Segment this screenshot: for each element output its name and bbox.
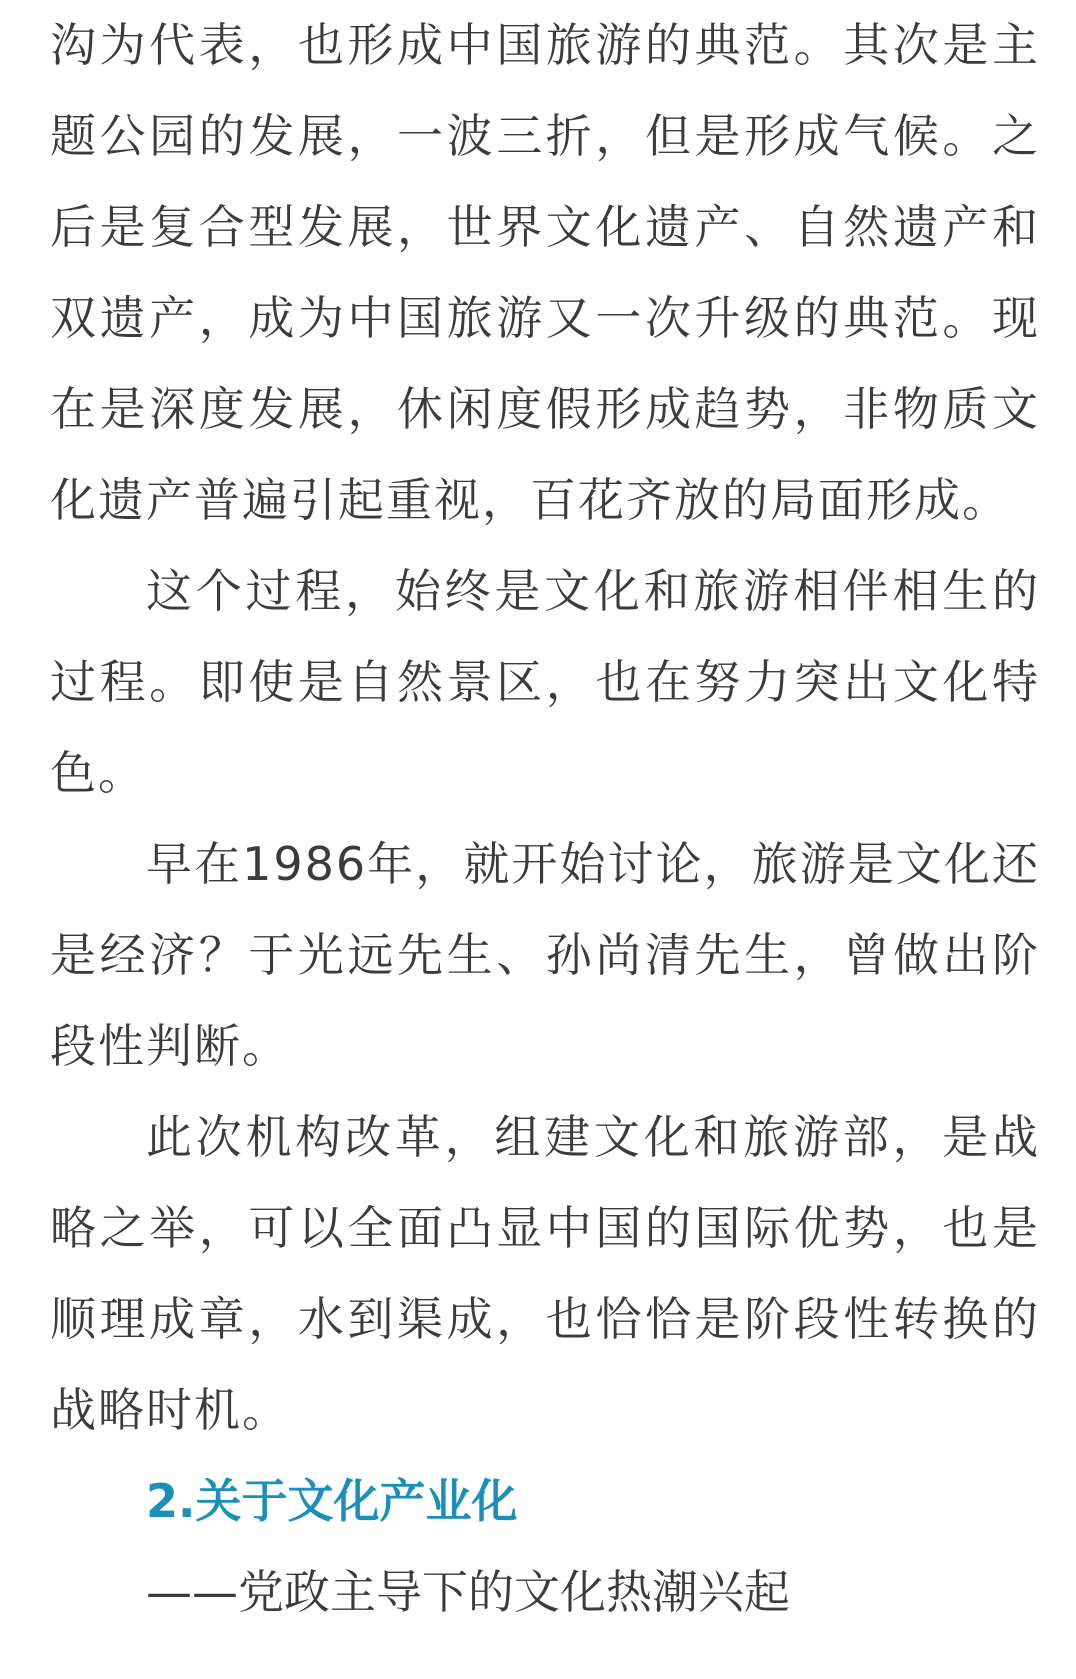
article-body xyxy=(50,0,1040,1638)
section-subtitle: ——党政主导下的文化热潮兴起 xyxy=(146,1565,790,1619)
paragraph-4: 此次机构改革，组建文化和旅游部，是战略之举，可以全面凸显中国的国际优势，也是顺理成章，水到渠成，也恰恰是阶段性转换的战略时机。 xyxy=(50,1110,1040,1437)
paragraph-2: 这个过程，始终是文化和旅游相伴相生的过程。即使是自然景区，也在努力突出文化特色。 xyxy=(50,564,1040,800)
paragraph-1: 沟为代表，也形成中国旅游的典范。其次是主题公园的发展，一波三折，但是形成气候。之后是复合型发展，世界文化遗产、自然遗产和双遗产，成为中国旅游又一次升级的典范。现在是深度发展，休闲度假形成趋势，非物质文化遗产普遍引起重视，百花齐放的局面形成。 xyxy=(50,18,1040,527)
paragraph-3: 早在1986年，就开始讨论，旅游是文化还是经济？于光远先生、孙尚清先生，曾做出阶段性判断。 xyxy=(50,837,1040,1073)
section-heading: 2.关于文化产业化 xyxy=(146,1474,518,1528)
